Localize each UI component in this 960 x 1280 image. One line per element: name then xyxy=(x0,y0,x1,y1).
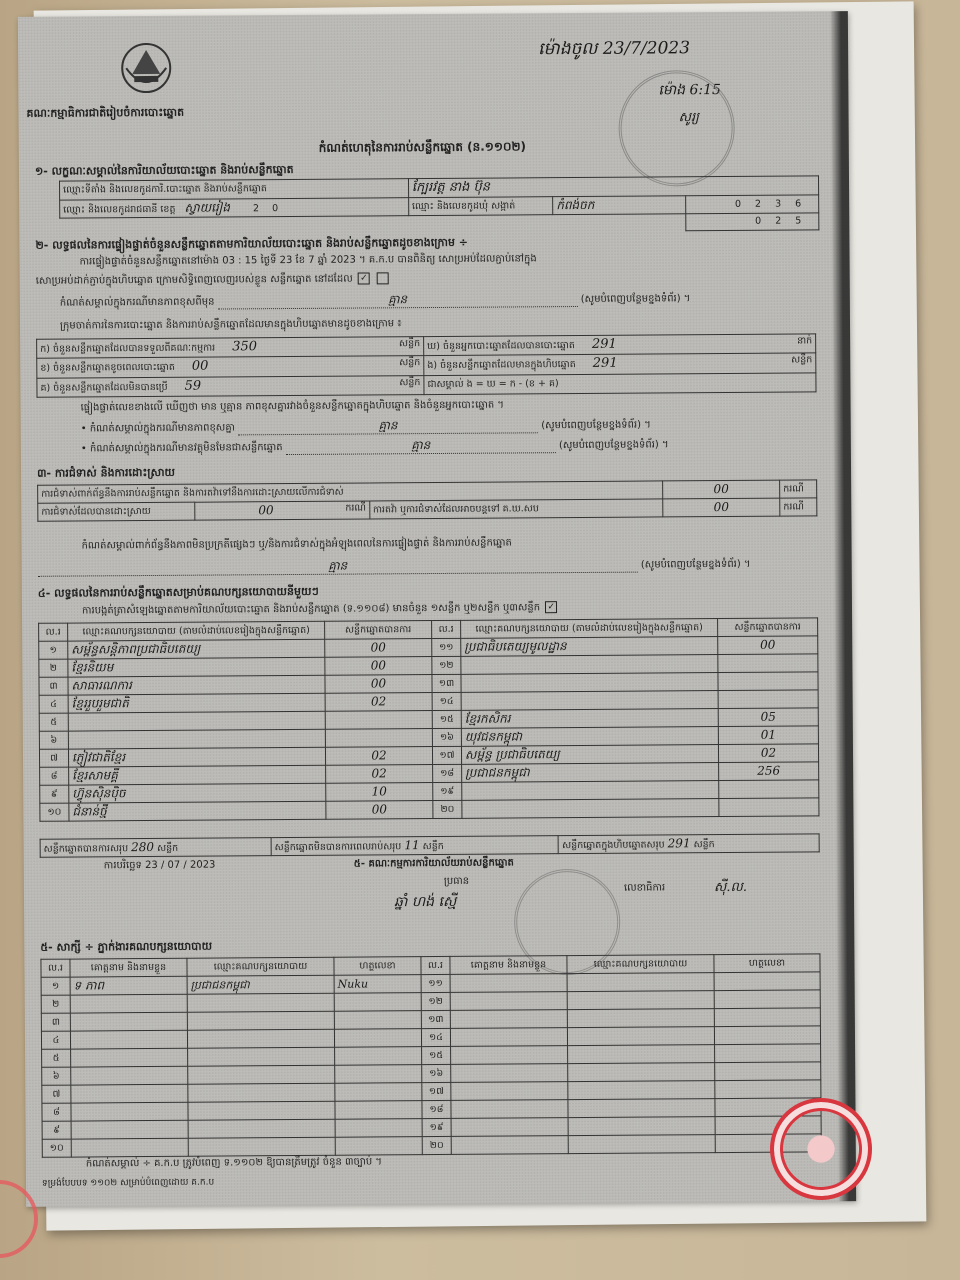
code-a-3: 6 xyxy=(795,198,816,210)
invalid-total-unit: សន្លឹក xyxy=(422,840,444,853)
witness-party xyxy=(187,1029,334,1048)
s2-line2-text: សោប្រអប់ដាក់ភ្ជាប់ក្នុងហិបឆ្នោត ក្រោមសិទ្ធិពេញលេញរបស់ខ្លួន សន្លឹកឆ្នោត នៅដដែល xyxy=(35,273,353,287)
document-sheet xyxy=(18,11,856,1207)
witness-name xyxy=(451,1082,568,1101)
s1-commune-code xyxy=(686,195,819,214)
s2-ngo-unit: សន្លឹក xyxy=(791,354,813,366)
s2-ka-value: 350 xyxy=(232,339,258,355)
s4-sheets-box[interactable]: ✓ xyxy=(545,601,557,613)
witness-party xyxy=(567,973,714,992)
s1-commune-value: កំពង់ចក xyxy=(553,196,686,215)
party-no: ១៥ xyxy=(432,710,461,728)
witness-party xyxy=(187,1011,334,1030)
party-name: សាធារណការ xyxy=(68,675,325,695)
witness-party xyxy=(568,1135,715,1154)
witness-name xyxy=(451,1118,568,1137)
col-party-right: ឈ្មោះគណបក្សនយោបាយ (តាមលំដាប់លេខរៀងក្នុងសន្លឹកឆ្នោត) xyxy=(461,619,718,639)
s3-note: កំណត់សម្គាល់ពាក់ព័ន្ធនឹងភាពមិនប្រក្រតីផ្សេងៗ ឬ/និងការជំទាស់ក្នុងអំឡុងពេលនៃការផ្ទៀងផ្ទាត់ និងការរាប់សន្លឹកឆ្នោត xyxy=(81,537,512,552)
section3-heading: ៣- ការជំទាស់ និងការដោះស្រាយ xyxy=(36,465,176,480)
s2-note-row xyxy=(60,289,820,310)
witness-party xyxy=(568,1045,715,1064)
witness-no: ១៦ xyxy=(422,1064,451,1082)
check-yes-box[interactable]: ✓ xyxy=(358,272,370,284)
s2-remark1-value: គ្មាន xyxy=(238,417,538,435)
party-no: ១៦ xyxy=(432,728,461,746)
witness-name xyxy=(451,1064,568,1083)
valid-total-label: សន្លឹកឆ្នោតបានការសរុប xyxy=(43,843,129,855)
witness-name xyxy=(451,1136,568,1155)
witness-name xyxy=(71,1102,188,1121)
s2-ko-label: គ) ចំនួនសន្លឹកឆ្នោតដែលមិនបានប្រើ xyxy=(40,381,168,394)
valid-total-cell xyxy=(40,838,271,858)
s3-row2-value: 00 xyxy=(258,503,274,518)
section1-table xyxy=(59,175,819,236)
party-no: ៧ xyxy=(39,749,68,767)
witness-party xyxy=(568,1099,715,1118)
invalid-total-label: សន្លឹកឆ្នោតមិនបានការពេលរាប់សរុប xyxy=(274,841,402,854)
party-votes: 00 xyxy=(325,639,432,658)
s2-ko-unit: សន្លឹក xyxy=(399,376,421,388)
col-no-left: ល.រ xyxy=(39,623,68,641)
witness-signature xyxy=(714,1008,820,1027)
chair-signature: ឆ្នាំ ហង់ ស្មើ xyxy=(393,893,457,911)
check-no-box[interactable] xyxy=(377,272,389,284)
party-votes: 256 xyxy=(719,762,819,781)
s1-row1-label: ឈ្មោះទីតាំង និងលេខកូដការិ.បោះឆ្នោត និងរាប់សន្លឹកឆ្នោត xyxy=(60,179,409,201)
witness-signature xyxy=(714,1026,820,1045)
party-votes xyxy=(718,654,818,673)
col-votes-left: សន្លឹកឆ្នោតបានការ xyxy=(325,621,432,640)
witness-party: ប្រជាជនកម្ពុជា xyxy=(187,975,334,994)
witness-signature xyxy=(715,1062,821,1081)
party-votes: 02 xyxy=(325,693,432,712)
witness-no: ១ xyxy=(41,977,70,995)
s1-row1-value: ក្បែរវត្ត នាង ប៊ុន xyxy=(408,176,818,198)
valid-total-unit: សន្លឹក xyxy=(157,842,179,854)
s4-intro-text: ការបង្កត់ត្រាសំឡេងឆ្នោតតាមការិយាល័យបោះឆ្នោត និងរាប់សន្លឹកឆ្នោត (ទ.១១០៨) មានចំនួន ១សន្លឹក ឬ២សន្លឹក ឬ៣សន្លឹក xyxy=(81,602,541,617)
witness-no: ២ xyxy=(41,995,70,1013)
s2-formula: ជាសម្គាល់ ង = ឃ = ក - (ខ + គ) xyxy=(424,372,816,394)
party-name: ហ៊្វុនស៊ិនប៉ិច xyxy=(69,783,326,803)
party-votes xyxy=(325,729,432,748)
s2-ka-unit: សន្លឹក xyxy=(398,338,421,350)
party-no: ៥ xyxy=(39,713,68,731)
witness-no: ១៧ xyxy=(422,1082,451,1100)
party-no: ១២ xyxy=(432,656,461,674)
party-votes: 00 xyxy=(718,636,818,655)
s1-row2-label-text: ឈ្មោះ និងលេខកូដរាជធានី ខេត្ត xyxy=(63,204,176,216)
witness-signature xyxy=(335,1065,422,1084)
witness-signature xyxy=(335,1137,422,1156)
party-name: ប្រជាធិបតេយ្យមូលដ្ឋាន xyxy=(461,637,718,657)
s2-remark1-label: • កំណត់សម្គាល់ក្នុងករណីមានភាពខុសគ្នា xyxy=(80,422,235,435)
s1-province-code-2: 0 xyxy=(272,203,279,215)
witness-no: ៣ xyxy=(41,1013,70,1031)
party-votes xyxy=(718,690,818,709)
witness-no: ១៤ xyxy=(421,1028,450,1046)
witness-no: ១៨ xyxy=(422,1100,451,1118)
witness-no: ៧ xyxy=(42,1085,71,1103)
s2-ngo-label: ង) ចំនួនសន្លឹកឆ្នោតដែលមានក្នុងហិបឆ្នោត xyxy=(427,359,576,372)
s2-kha-label: ខ) ចំនួនសន្លឹកឆ្នោតខូចពេលបោះឆ្នោត xyxy=(40,362,175,375)
s2-kha-cell xyxy=(37,356,424,378)
section5-heading: ៥- សាក្សី ÷ ភ្នាក់ងារគណបក្សនយោបាយ xyxy=(40,939,213,954)
witness-party xyxy=(568,1063,715,1082)
w-col-party-right: ឈ្មោះគណបក្សនយោបាយ xyxy=(567,955,714,974)
s3-row2-label: ការជំទាស់ដែលបានដោះស្រាយ xyxy=(38,502,195,521)
s2-remark1-hint: (សូមបំពេញបន្ថែមខ្នងទំព័រ) ។ xyxy=(541,419,651,432)
party-votes: 02 xyxy=(326,765,433,784)
party-votes xyxy=(718,672,818,691)
witness-name xyxy=(450,992,567,1011)
s2-ka-label: ក) ចំនួនសន្លឹកឆ្នោតដែលបានទទួលពីគណៈកម្មការ xyxy=(40,342,216,355)
s1-station-code xyxy=(686,213,819,231)
party-no: ៣ xyxy=(39,677,68,695)
s2-intro: ក្រុមចាត់ការនៃការបោះឆ្នោត និងការរាប់សន្លឹកឆ្នោតដែលមានក្នុងហិបឆ្នោតមានដូចខាងក្រោម ៖ xyxy=(59,318,402,332)
s2-remark2-value: គ្មាន xyxy=(286,437,556,455)
party-no: ៤ xyxy=(39,695,68,713)
s5-footer: ទម្រង់បែបបទ ១១០២ សម្រាប់បំពេញដោយ គ.ក.ប xyxy=(41,1177,215,1189)
party-no: ១៩ xyxy=(433,782,462,800)
s5-footnote: កំណត់សម្គាល់ ÷ គ.ក.ប ត្រូវបំពេញ ទ.១១០២ ឱ្យបានត្រឹមត្រូវ ចំនួន ៣ច្បាប់ ។ xyxy=(85,1156,383,1170)
s2-note-label: កំណត់សម្គាល់ក្នុងករណីមានភាពខុសពីមុន xyxy=(59,296,215,309)
party-no: ២០ xyxy=(433,800,462,818)
party-name xyxy=(68,729,325,749)
party-votes xyxy=(719,780,819,799)
secretary-signature: ស៊ី.ល. xyxy=(713,879,748,896)
party-no: ៦ xyxy=(39,731,68,749)
s1-row2-label xyxy=(60,198,409,218)
witness-name xyxy=(70,1030,187,1049)
party-name: ភ្ញៀវជាតិខ្មែរ xyxy=(68,747,325,767)
section4-heading: ៤- លទ្ធផលនៃការរាប់សន្លឹកឆ្នោតសម្រាប់គណបក្សនយោបាយនីមួយៗ xyxy=(37,584,319,600)
witness-party xyxy=(567,991,714,1010)
s3-note-value: គ្មាន xyxy=(38,557,638,577)
witness-name xyxy=(71,1066,188,1085)
valid-total-value: 280 xyxy=(131,839,155,855)
witness-no: ៨ xyxy=(42,1103,71,1121)
party-name xyxy=(462,781,719,801)
s1-province-code-1: 2 xyxy=(252,203,260,215)
party-results-table xyxy=(38,617,819,821)
w-col-sign-right: ហត្ថលេខា xyxy=(714,954,820,973)
box-total-label: សន្លឹកឆ្នោតក្នុងហិបឆ្នោតសរុប xyxy=(562,839,665,852)
w-col-no-right: ល.រ xyxy=(421,956,450,974)
s2-note-value: គ្មាន xyxy=(218,291,578,310)
s3-row2-value-b: 00 xyxy=(663,498,780,517)
party-name: សម្ព័ន្ធសន្តិភាពប្រជាធិបតេយ្យ xyxy=(68,639,325,659)
party-no: ១០ xyxy=(40,803,69,821)
party-no: ៩ xyxy=(40,785,69,803)
witness-no: ១៥ xyxy=(422,1046,451,1064)
s3-row2-value-cell xyxy=(195,501,370,520)
s2-kha-unit: សន្លឹក xyxy=(399,357,421,369)
party-name: ខ្មែរនិយម xyxy=(68,657,325,677)
witness-signature xyxy=(335,1047,422,1066)
party-no: ៨ xyxy=(40,767,69,785)
party-votes: 01 xyxy=(718,726,818,745)
code-b-0: 0 xyxy=(755,215,776,228)
witness-signature xyxy=(335,1101,422,1120)
code-a-2: 3 xyxy=(775,198,796,210)
s3-row2-unit: ករណី xyxy=(345,502,367,514)
code-b-1: 2 xyxy=(775,215,796,227)
invalid-total-value: 11 xyxy=(404,838,420,853)
s2-remark1-row xyxy=(81,415,811,436)
party-name xyxy=(462,799,719,819)
s2-gho-value: 291 xyxy=(591,336,617,352)
w-col-name-right: គោត្តនាម និងនាមខ្លួន xyxy=(450,956,567,975)
party-votes: 02 xyxy=(718,744,818,763)
party-name: សម្ព័ន្ធ ប្រជាធិបតេយ្យ xyxy=(461,745,718,765)
party-no: ១៨ xyxy=(433,764,462,782)
party-name: យុវជនកម្ពុជា xyxy=(461,727,718,747)
party-name xyxy=(461,691,718,711)
witness-party xyxy=(568,1081,715,1100)
witness-name xyxy=(71,1084,188,1103)
party-name: ជំនាន់ថ្មី xyxy=(69,801,326,821)
witness-name xyxy=(71,1120,188,1139)
witness-name: ទ ភាព xyxy=(70,976,187,995)
witness-name xyxy=(70,1012,187,1031)
party-votes: 02 xyxy=(325,747,432,766)
witness-party xyxy=(567,1009,714,1028)
witness-no: ៦ xyxy=(42,1067,71,1085)
party-votes xyxy=(325,711,432,730)
form-title: កំណត់ហេតុនៃការរាប់សន្លឹកឆ្នោត (ន.១១០២) xyxy=(318,139,527,155)
witness-name xyxy=(451,1046,568,1065)
s4-totals xyxy=(40,833,820,857)
section2-heading: ២- លទ្ធផលនៃការផ្ទៀងផ្ទាត់ចំនួនសន្លឹកឆ្នោតតាមការិយាល័យបោះឆ្នោត និងរាប់សន្លឹកឆ្នោតដូចខាងក្រោម ÷ xyxy=(35,235,469,252)
witness-signature xyxy=(335,1119,422,1138)
party-name xyxy=(461,655,718,675)
witness-signature: Nuku xyxy=(334,975,421,994)
s2-note-hint: (សូមបំពេញបន្ថែមខ្នងទំព័រ) ។ xyxy=(580,293,691,305)
secretary-label: លេខាធិការ xyxy=(623,882,666,894)
s2-ko-value: 59 xyxy=(184,378,202,394)
party-votes: 00 xyxy=(325,675,432,694)
s3-row1-value: 00 xyxy=(663,480,780,499)
s2-remark2-row xyxy=(81,435,811,456)
chair-label: ប្រធាន xyxy=(443,875,470,887)
s2-remark2-label: • កំណត់សម្គាល់ក្នុងករណីមានវត្ថុមិនមែនជាសន្លឹកឆ្នោត xyxy=(80,442,283,455)
s2-line1: ការផ្ទៀងផ្ទាត់ចំនួនសន្លឹកឆ្នោតនៅម៉ោង 03 : 15 ថ្ងៃទី 23 ខែ 7 ឆ្នាំ 2023 ។ គ.ក.ប បានពិនិត្យ សោប្រអប់ដែលភ្ជាប់នៅក្នុង xyxy=(79,253,537,268)
witness-party xyxy=(188,1119,335,1138)
gray-seal-stamp-top xyxy=(618,70,735,187)
witness-name xyxy=(450,1028,567,1047)
witness-signature xyxy=(334,1029,421,1048)
s2-line2 xyxy=(36,272,391,288)
witness-table xyxy=(40,953,821,1157)
witness-name xyxy=(450,1010,567,1029)
witness-signature xyxy=(334,1011,421,1030)
code-a-1: 2 xyxy=(755,198,776,210)
witness-name xyxy=(450,974,567,993)
col-party-left: ឈ្មោះគណបក្សនយោបាយ (តាមលំដាប់លេខរៀងក្នុងសន្លឹកឆ្នោត) xyxy=(68,621,325,641)
witness-signature xyxy=(714,972,820,991)
s1-commune-label: ឈ្មោះ និងលេខកូដឃុំ សង្កាត់ xyxy=(408,197,552,216)
witness-no: ១២ xyxy=(421,992,450,1010)
party-name: ប្រជាជនកម្ពុជា xyxy=(462,763,719,783)
section1-heading: ១- លក្ខណៈសម្គាល់នៃការិយាល័យបោះឆ្នោត និងរាប់សន្លឹកឆ្នោត xyxy=(34,162,294,178)
s2-ngo-value: 291 xyxy=(592,355,618,372)
party-no: ១៣ xyxy=(432,674,461,692)
s2-ka-cell xyxy=(37,337,424,359)
party-no: ១៧ xyxy=(432,746,461,764)
witness-signature xyxy=(715,1044,821,1063)
box-total-value: 291 xyxy=(667,836,691,851)
party-votes: 00 xyxy=(325,657,432,676)
witness-no: ៩ xyxy=(42,1121,71,1139)
col-votes-right: សន្លឹកឆ្នោតបានការ xyxy=(718,618,818,637)
s3-note-row xyxy=(38,555,818,576)
nec-emblem-icon xyxy=(118,38,174,98)
s2-kha-value: 00 xyxy=(191,358,209,374)
witness-party xyxy=(188,1065,335,1084)
s4-committee: ៥- គណៈកម្មការការិយាល័យរាប់សន្លឹកឆ្នោត xyxy=(353,857,514,870)
code-a-0: 0 xyxy=(734,198,756,210)
witness-no: ៥ xyxy=(42,1049,71,1067)
s4-intro xyxy=(82,601,559,618)
s2-gho-unit: នាក់ xyxy=(797,335,813,347)
party-name: ខ្មែររួបរួមជាតិ xyxy=(68,693,325,713)
witness-party xyxy=(188,1137,335,1156)
s2-counts-table xyxy=(36,333,816,397)
witness-party xyxy=(567,1027,714,1046)
s2-remark2-hint: (សូមបំពេញបន្ថែមខ្នងទំព័រ) ។ xyxy=(558,439,669,452)
s2-ko-cell xyxy=(37,375,424,397)
received-note: ម៉ោងចូល 23/7/2023 xyxy=(538,38,691,60)
witness-party xyxy=(188,1101,335,1120)
witness-no: ១១ xyxy=(421,974,450,992)
organization-name: គណៈកម្មាធិការជាតិរៀបចំការបោះឆ្នោត xyxy=(26,105,185,120)
party-no: ១១ xyxy=(432,638,461,656)
s2-diff-line: ផ្ទៀងផ្ទាត់លេខខាងលើ ឃើញថា មាន ឬគ្មាន ភាពខុសគ្នារវាងចំនួនសន្លឹកឆ្នោតក្នុងហិបឆ្នោត និងចំនួនអ្នកបោះឆ្នោត ។ xyxy=(80,399,505,414)
witness-no: ១០ xyxy=(42,1139,71,1157)
witness-party xyxy=(188,1047,335,1066)
s1-province-value: ស្វាយរៀង xyxy=(184,200,231,216)
witness-signature xyxy=(715,1080,821,1099)
witness-party xyxy=(568,1117,715,1136)
witness-no: ៤ xyxy=(41,1031,70,1049)
s4-date: ការបរិច្ឆេទ 23 / 07 / 2023 xyxy=(103,859,216,872)
party-name xyxy=(461,673,718,693)
witness-no: ១៣ xyxy=(421,1010,450,1028)
s3-row1-unit: ករណី xyxy=(780,480,817,498)
witness-no: ២០ xyxy=(422,1136,451,1154)
code-b-2: 5 xyxy=(795,215,816,227)
party-no: ២ xyxy=(39,659,68,677)
received-initial: សូរ្យ xyxy=(678,110,700,126)
s3-row1-label: ការជំទាស់ពាក់ព័ន្ធនឹងការរាប់សន្លឹកឆ្នោត និងការតវ៉ាទៅនឹងការដោះស្រាយលើការជំទាស់ xyxy=(38,481,663,503)
party-votes: 10 xyxy=(326,783,433,802)
s3-note-hint: (សូមបំពេញបន្ថែមខ្នងទំព័រ) ។ xyxy=(640,558,751,571)
col-no-right: ល.រ xyxy=(432,620,461,638)
witness-name xyxy=(71,1138,188,1157)
party-name: ខ្មែរសាមគ្គី xyxy=(69,765,326,785)
witness-no: ១៩ xyxy=(422,1118,451,1136)
w-col-name-left: គោត្តនាម និងនាមខ្លួន xyxy=(70,958,187,977)
w-col-party-left: ឈ្មោះគណបក្សនយោបាយ xyxy=(187,957,334,976)
s3-row2-mid: ការតវ៉ា ឬការជំទាស់ដែលអាចបន្តទៅ គ.ឃ.សប xyxy=(369,499,662,519)
witness-party xyxy=(187,993,334,1012)
party-votes: 00 xyxy=(326,801,433,820)
party-no: ១ xyxy=(39,641,68,659)
witness-name xyxy=(451,1100,568,1119)
witness-party xyxy=(188,1083,335,1102)
party-name xyxy=(68,711,325,731)
party-name: ខ្មែរកសិករ xyxy=(461,709,718,729)
s3-table xyxy=(37,479,817,521)
party-votes: 05 xyxy=(718,708,818,727)
box-total-unit: សន្លឹក xyxy=(693,839,715,851)
invalid-total-cell xyxy=(271,836,559,856)
box-total-cell xyxy=(559,834,820,854)
s2-gho-label: ឃ) ចំនួនអ្នកបោះឆ្នោតដែលបានបោះឆ្នោត xyxy=(427,340,575,353)
witness-name xyxy=(71,1048,188,1067)
witness-signature xyxy=(334,993,421,1012)
w-col-no-left: ល.រ xyxy=(41,959,70,977)
w-col-sign-left: ហត្ថលេខា xyxy=(334,957,421,976)
witness-name xyxy=(70,994,187,1013)
received-time: ម៉ោង 6:15 xyxy=(658,82,722,99)
party-no: ១៤ xyxy=(432,692,461,710)
s3-row2-unit-b: ករណី xyxy=(780,498,817,516)
party-votes xyxy=(719,798,819,817)
witness-signature xyxy=(714,990,820,1009)
witness-signature xyxy=(335,1083,422,1102)
